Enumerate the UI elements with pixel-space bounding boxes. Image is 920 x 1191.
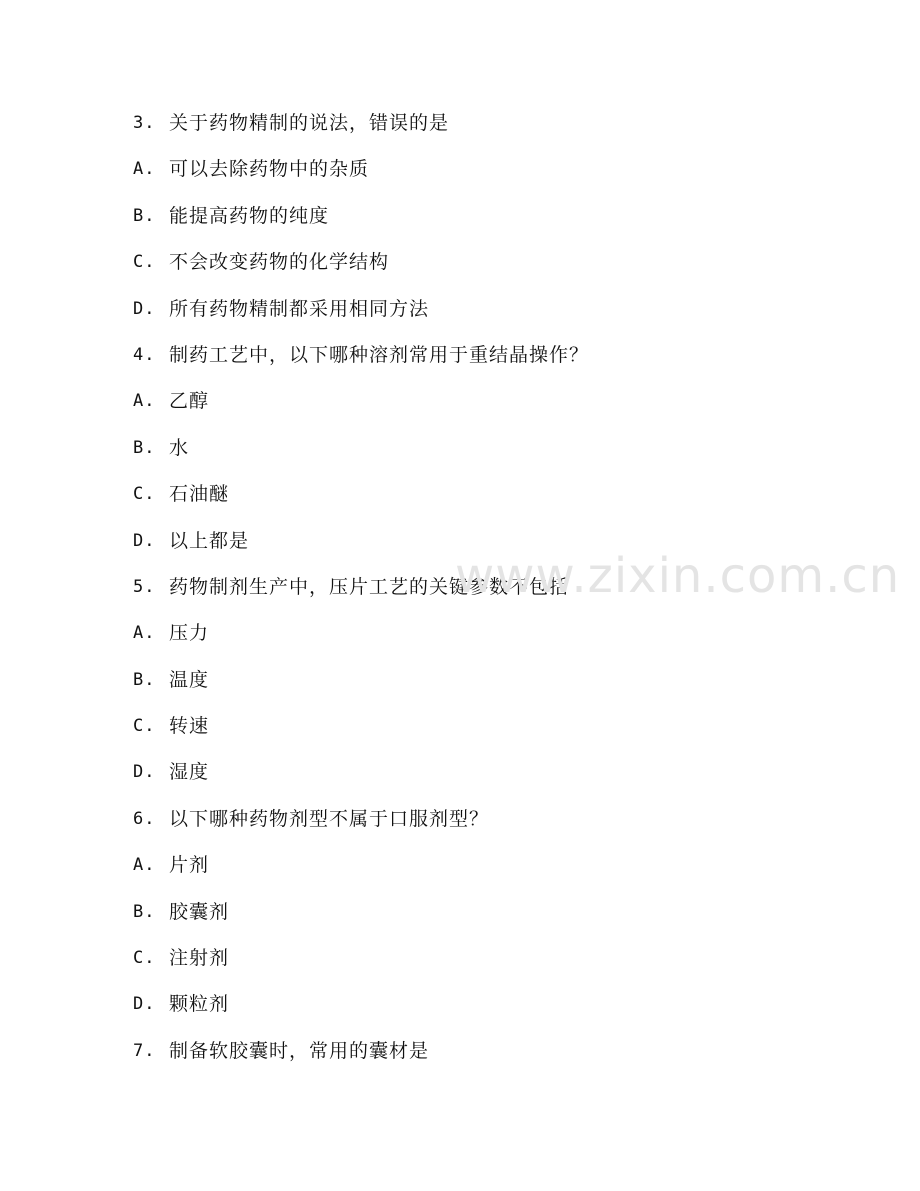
option-letter: A. xyxy=(133,391,156,412)
option-letter: B. xyxy=(133,205,156,226)
option-text: 温度 xyxy=(169,668,210,691)
question-text: 制备软胶囊时，常用的囊材是 xyxy=(169,1039,430,1062)
option-letter: D. xyxy=(133,762,156,783)
question-number: 7. xyxy=(133,1040,156,1061)
question-text: 以下哪种药物剂型不属于口服剂型？ xyxy=(169,807,490,830)
option-item xyxy=(133,987,853,1033)
option-item xyxy=(133,524,853,570)
option-letter: B. xyxy=(133,901,156,922)
option-item xyxy=(133,616,853,662)
question-number: 5. xyxy=(133,576,156,597)
option-item xyxy=(133,431,853,477)
option-letter: C. xyxy=(133,948,156,969)
question-number: 4. xyxy=(133,344,156,365)
option-text: 压力 xyxy=(169,622,210,645)
option-item xyxy=(133,755,853,801)
option-text: 水 xyxy=(169,436,190,459)
option-text: 注射剂 xyxy=(169,947,230,970)
option-item xyxy=(133,292,853,338)
option-item xyxy=(133,848,853,894)
option-text: 颗粒剂 xyxy=(169,993,230,1016)
option-item xyxy=(133,199,853,245)
option-item xyxy=(133,941,853,987)
option-letter: A. xyxy=(133,623,156,644)
option-letter: C. xyxy=(133,252,156,273)
option-item xyxy=(133,152,853,198)
option-text: 可以去除药物中的杂质 xyxy=(169,158,370,181)
option-text: 乙醇 xyxy=(169,390,210,413)
question-stem xyxy=(133,338,853,384)
option-item xyxy=(133,895,853,941)
option-item xyxy=(133,709,853,755)
option-text: 湿度 xyxy=(169,761,210,784)
option-text: 以上都是 xyxy=(169,529,250,552)
question-number: 3. xyxy=(133,113,156,133)
option-letter: B. xyxy=(133,437,156,458)
option-text: 能提高药物的纯度 xyxy=(169,204,330,227)
question-text: 关于药物精制的说法，错误的是 xyxy=(169,112,450,134)
option-letter: C. xyxy=(133,716,156,737)
option-text: 不会改变药物的化学结构 xyxy=(169,251,390,274)
option-letter: D. xyxy=(133,530,156,551)
option-item xyxy=(133,477,853,523)
option-text: 所有药物精制都采用相同方法 xyxy=(169,297,430,320)
option-text: 转速 xyxy=(169,715,210,738)
option-text: 石油醚 xyxy=(169,483,230,506)
question-stem xyxy=(133,570,853,616)
question-stem xyxy=(133,106,853,152)
question-text: 制药工艺中，以下哪种溶剂常用于重结晶操作？ xyxy=(169,343,590,366)
question-stem xyxy=(133,1034,853,1080)
option-letter: A. xyxy=(133,159,156,180)
question-number: 6. xyxy=(133,808,156,829)
option-item xyxy=(133,384,853,430)
option-item xyxy=(133,663,853,709)
option-item xyxy=(133,245,853,291)
option-letter: C. xyxy=(133,484,156,505)
option-letter: D. xyxy=(133,298,156,319)
option-text: 片剂 xyxy=(169,854,210,877)
option-letter: B. xyxy=(133,669,156,690)
question-list xyxy=(133,106,853,1080)
watermark: www.zixin.com.cn xyxy=(455,548,901,604)
question-stem xyxy=(133,802,853,848)
question-text: 药物制剂生产中，压片工艺的关键参数不包括 xyxy=(169,575,570,598)
option-text: 胶囊剂 xyxy=(169,900,230,923)
option-letter: D. xyxy=(133,994,156,1015)
option-letter: A. xyxy=(133,855,156,876)
